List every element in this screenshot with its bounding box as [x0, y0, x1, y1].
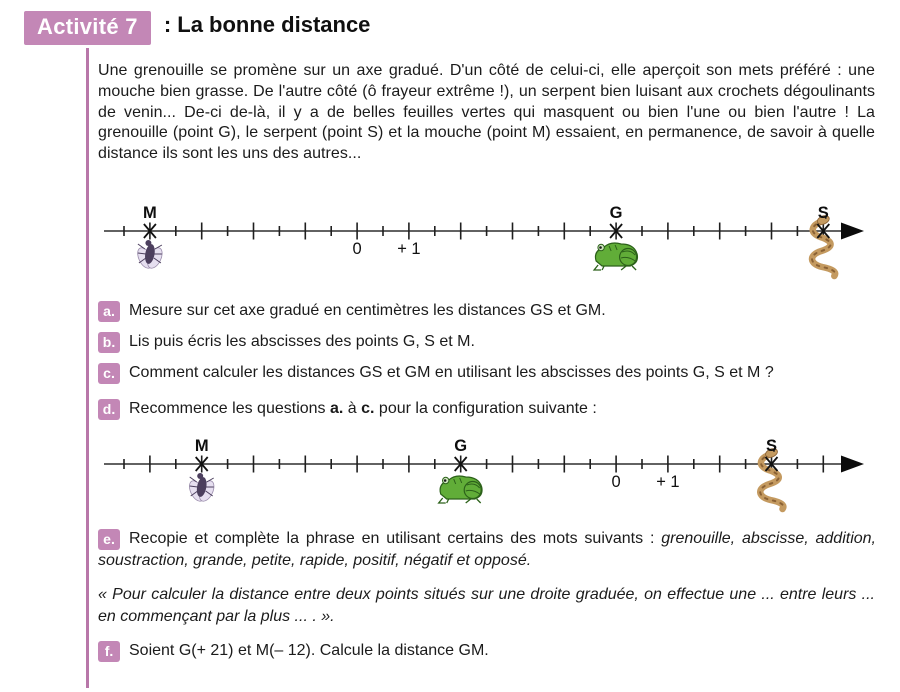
- origin-label: 0: [611, 473, 621, 491]
- question-b-badge: b.: [98, 332, 120, 353]
- snake-icon: [760, 447, 783, 509]
- question-e: [98, 528, 876, 572]
- page-title: : La bonne distance: [163, 12, 371, 37]
- intro-paragraph: Une grenouille se promène sur un axe gradué. D'un côté de celui-ci, elle aperçoit son mets préféré : une mouche bien grasse. De l'autre côté (ô frayeur extrême !), un serpent bien luisant aux crochets dégoulinants de venin... De-ci de-là, il y a de belles feuilles vertes qui masquent ou bien l'une ou bien l'autre ! La grenouille (point G), le serpent (point S) et la mouche (point M) essaient, en permanence, de savoir à quelle distance ils sont les uns des autres...: [98, 62, 875, 163]
- header: [24, 11, 370, 45]
- question-b: [98, 331, 876, 353]
- origin-label: 0: [352, 240, 362, 258]
- question-d-badge: d.: [98, 399, 120, 420]
- question-c: [98, 362, 876, 384]
- frog-icon: [439, 476, 482, 503]
- number-line-configuration-2: [90, 428, 880, 520]
- question-a-badge: a.: [98, 301, 120, 322]
- fly-icon: [135, 240, 165, 271]
- question-f-text: Soient G(+ 21) et M(– 12). Calcule la distance GM.: [129, 642, 489, 659]
- fly-icon: [186, 473, 216, 504]
- unit-label: + 1: [656, 473, 680, 491]
- frog-icon: [594, 243, 637, 270]
- accent-bar: [86, 48, 89, 688]
- question-d-text: Recommence les questions a. à c. pour la configuration suivante :: [129, 400, 597, 417]
- question-f: [98, 640, 876, 662]
- question-e-badge: e.: [98, 529, 120, 550]
- sentence-to-complete: « Pour calculer la distance entre deux points situés sur une droite graduée, on effectue une ... entre leurs ... en commençant par la plus ... . ».: [98, 586, 875, 625]
- question-e-word-list: grenouille, abscisse, addition, soustraction, grande, petite, rapide, positif, négatif et opposé.: [98, 530, 877, 569]
- axis-arrow: [841, 456, 864, 473]
- point-label: G: [609, 204, 623, 222]
- number-line-1-axis: [90, 195, 880, 287]
- number-line-configuration-1: [90, 195, 880, 287]
- snake-icon: [812, 214, 835, 276]
- unit-label: + 1: [397, 240, 421, 258]
- question-c-badge: c.: [98, 363, 120, 384]
- axis-arrow: [841, 223, 864, 240]
- question-e-text: Recopie et complète la phrase en utilisant certains des mots suivants :: [129, 530, 662, 547]
- question-b-text: Lis puis écris les abscisses des points G, S et M.: [129, 333, 475, 350]
- point-label: G: [454, 437, 468, 455]
- question-a: [98, 300, 876, 322]
- number-line-2-axis: [90, 428, 880, 520]
- question-d: [98, 398, 876, 420]
- question-f-badge: f.: [98, 641, 120, 662]
- point-label: S: [817, 204, 829, 222]
- question-a-text: Mesure sur cet axe gradué en centimètres les distances GS et GM.: [129, 302, 606, 319]
- point-label: M: [143, 204, 157, 222]
- activity-number-badge: Activité 7: [24, 11, 151, 45]
- point-label: M: [194, 437, 209, 455]
- point-label: S: [765, 437, 778, 455]
- question-c-text: Comment calculer les distances GS et GM en utilisant les abscisses des points G, S et M ?: [129, 364, 774, 381]
